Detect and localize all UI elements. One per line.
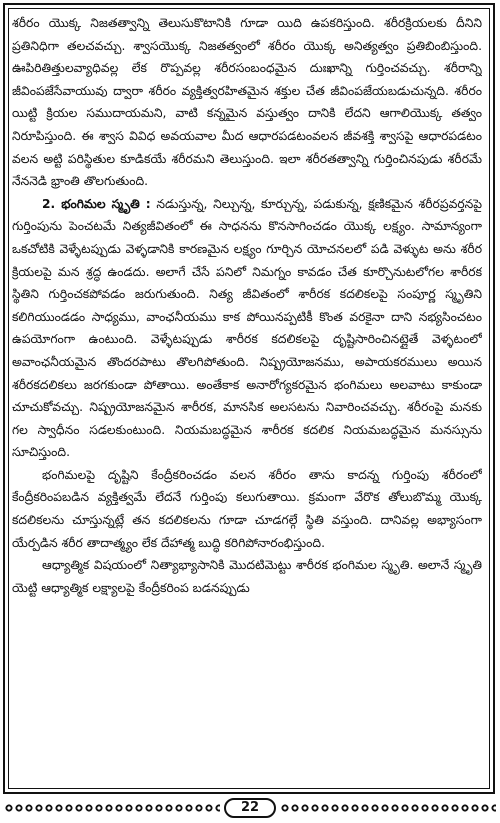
page-number: 22: [224, 798, 276, 818]
footer-ornament-left-icon: [4, 803, 220, 813]
paragraph-body-intro: శరీరం యొక్క నిజతత్వాన్ని తెలుసుకొటానికి గూడా యిది ఉపకరిస్తుంది. శరీరక్రియలకు దీనిని ప్రతినిధిగా తలచవచ్చు. శ్వాసయొక్క నిజతత్వంలో శరీరం యొక్క అనిత్యత్వం ప్రతిబింబిస్తుంది. ఊపిరితిత్తులవ్యాధివల్ల లేక రొప్పవల్ల శరీరసంబంధమైన దుఃఖాన్ని గుర్తించవచ్చు. శరీరాన్ని జీవింపజేసేవాయువు ద్వారా శరీరం వ్యక్తిత్వరహితమైన శక్తుల చేత జీవింపజేయబడుచున్నది. శరీరం యిట్టి క్రియల సముదాయమని, వాటి కన్నమైన వస్తుత్వం దానికి లేదని ఆగాలియొక్క తత్వం నిరూపిస్తుంది. ఈ శ్వాస వివిధ అవయవాల మీద ఆధారపడటంవలన జీవశక్తి శ్వాసపై ఆధారపడటం వలన అట్టి పరిస్థితుల కూడికయే శరీరమని తెలుస్తుంది. ఇలా శరీరతత్వాన్ని గుర్తించినపుడు శరీరమే నేననెడి భ్రాంతి తొలగుతుంది.: [12, 16, 482, 189]
section-heading: 2. భంగిమల స్మృతి :: [42, 196, 151, 211]
paragraph-posture-text: నడుస్తున్న, నిల్చున్న, కూర్చున్న, పడుకున్న, క్షణికమైన శరీరప్రవర్తనపై గుర్తింపును పెంచటమే నిత్యజీవితంలో ఈ సాధనను కొనసాగించడం యొక్క లక్ష్యం. సామాన్యంగా ఒకచోటికి వెళ్ళేటప్పుడు వెళ్ళడానికి కారణమైన లక్ష్యం గూర్చిన యోచనలలో పడి వెళ్ళుట అను శరీర క్రియలపై మన శ్రద్ధ ఉండదు. అలాగే చేసే పనిలో నిమగ్నం కావడం చేత కూర్చొనుటలోగల శారీరక స్థితిని గుర్తించకపోవడం జరుగుతుంది. నిత్య జీవితంలో శారీరక కదలికలపై సంపూర్ణ స్మృతిని కలిగియుండడం సాధ్యము, వాంఛనీయము కాక పోయినప్పటికీ కొంత వరకైనా దాని నభ్యసించటం ఉపయోగంగా ఉంటుంది. వెళ్ళేటప్పుడు శారీరక కదలికలపై దృష్టిసారించినట్లైతే వెళ్ళటంలో అవాంఛనీయమైన తొందరపాటు తొలగిపోతుంది. నిష్ప్రయోజనము, అపాయకరములు అయిన శరీరకదలికలు జరగకుండా పోతాయి. అంతేకాక అనారోగ్యకరమైన భంగిమలు అలవాటు కాకుండా చూచుకోవచ్చు. నిష్ప్రయోజనమైన శారీరక, మానసిక అలసటను నివారించవచ్చు. శరీరంపై మనకు గల స్వాధీనం సడలకుంటుంది. నియమబద్ధమైన శారీరక కదలిక నియమబద్ధమైన మనస్సును సూచిస్తుంది.: [12, 196, 482, 460]
page-body: [12, 12, 482, 782]
page-footer: [0, 797, 500, 821]
paragraph-posture-focus: భంగిమలపై దృష్టిని కేంద్రీకరించడం వలన శరీరం తాను కాదన్న గుర్తింపు శరీరంలో కేంద్రీకరింపబడిన వ్యక్తిత్వమే లేదనే గుర్తింపు కలుగుతాయి. క్రమంగా వేరొక తోలుబొమ్మ యొక్క కదలికలను చూస్తున్నట్లే తన కదలికలను గూడా చూడగల్గే స్థితి వస్తుంది. దానివల్ల అభ్యాసంగా యేర్పడిన శరీర తాదాత్మ్యం లేక దేహాత్మ బుద్ధి కరిగిపోనారంభిస్తుంది.: [12, 467, 482, 550]
paragraph-spiritual-practice: ఆధ్యాత్మిక విషయంలో నిత్యాభ్యాసానికి మొదటిమెట్టు శారీరక భంగిమల స్మృతి. అలానే స్మృతి యెట్టి ఆధ్యాత్మిక లక్ష్యాలపై కేంద్రీకరింప బడనప్పుడు: [12, 558, 482, 595]
footer-ornament-right-icon: [280, 803, 496, 813]
paragraph-posture-mindfulness: [12, 193, 482, 464]
